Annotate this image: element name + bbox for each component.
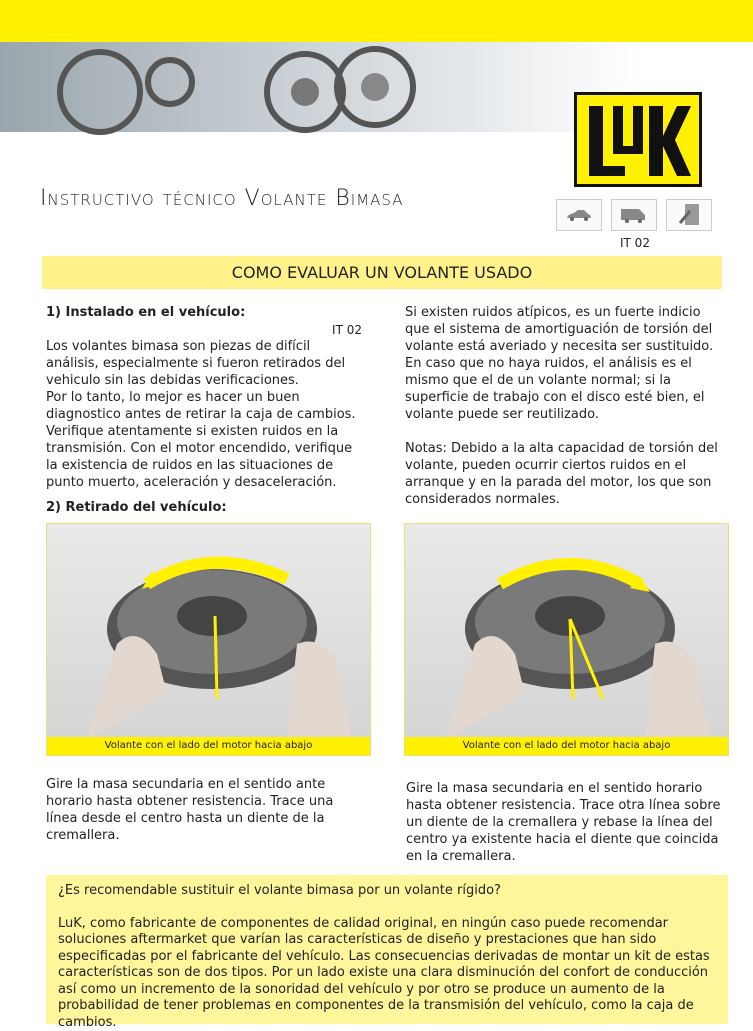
- flywheel-photo-1: [46, 523, 371, 756]
- paragraph: Por lo tanto, lo mejor es hacer un buen diagnostico antes de retirar la caja de cambios. Verifique atentamente si existen ruidos en la transmisión. Con el motor encendido, verifique la existencia de ruidos en las situaciones de punto muerto, aceleración y desaceleración.: [46, 389, 362, 491]
- document-code: IT 02: [620, 236, 650, 250]
- photo-caption: Volante con el lado del motor hacia abajo: [405, 737, 728, 755]
- right-column: [405, 304, 727, 508]
- top-yellow-bar: [0, 0, 753, 42]
- photo-caption: Volante con el lado del motor hacia abajo: [47, 737, 370, 755]
- paragraph: Si existen ruidos atípicos, es un fuerte indicio que el sistema de amortiguación de torsión del volante está averiado y necesita ser sustituido. En caso que no haya ruidos, el análisis es el mismo que el de un volante normal; si la superficie de trabajo con el disco esté bien, el volante puede ser reutilizado.: [405, 304, 727, 423]
- section1-title: 1) Instalado en el vehículo:: [46, 304, 362, 321]
- manual-wrench-icon: [666, 199, 712, 231]
- inline-code: IT 02: [46, 323, 362, 338]
- section-heading: COMO EVALUAR UN VOLANTE USADO: [42, 256, 722, 289]
- photo-1-instruction: Gire la masa secundaria en el sentido ante horario hasta obtener resistencia. Trace una línea desde el centro hasta un diente de la cremallera.: [46, 776, 356, 844]
- van-icon: [611, 199, 657, 231]
- photo-2-instruction: Gire la masa secundaria en el sentido horario hasta obtener resistencia. Trace otra línea sobre un diente de la cremallera y rebase la línea del centro ya existente hacia el diente que coincida en la cremallera.: [406, 780, 731, 865]
- faq-box: [46, 875, 728, 1024]
- car-icon: [556, 199, 602, 231]
- paragraph: Los volantes bimasa son piezas de difícil análisis, especialmente si fueron retirados del vehiculo sin las debidas verificaciones.: [46, 338, 362, 389]
- faq-question: ¿Es recomendable sustituir el volante bimasa por un volante rígido?: [58, 883, 716, 900]
- flywheel-photo-2: [404, 523, 729, 756]
- section2-title: 2) Retirado del vehículo:: [46, 499, 362, 516]
- document-title: Instructivo técnico Volante Bimasa: [40, 186, 403, 211]
- paragraph: Notas: Debido a la alta capacidad de torsión del volante, pueden ocurrir ciertos ruidos en el arranque y en la parada del motor, los que son considerados normales.: [405, 440, 727, 508]
- faq-answer: LuK, como fabricante de componentes de calidad original, en ningún caso puede recomendar soluciones aftermarket que varían las características de diseño y prestaciones que han sido especificadas por el fabricante del vehículo. Las consecuencias derivadas de montar un kit de estas características son de dos tipos. Por un lado existe una clara disminución del confort de conducción así como un incremento de la sonoridad del vehículo y por otro se produce un aumento de la probabilidad de tener problemas en componentes de la transmisión del vehículo, como la caja de cambios.: [58, 916, 716, 1031]
- luk-logo: [574, 92, 702, 187]
- left-column: [46, 304, 362, 516]
